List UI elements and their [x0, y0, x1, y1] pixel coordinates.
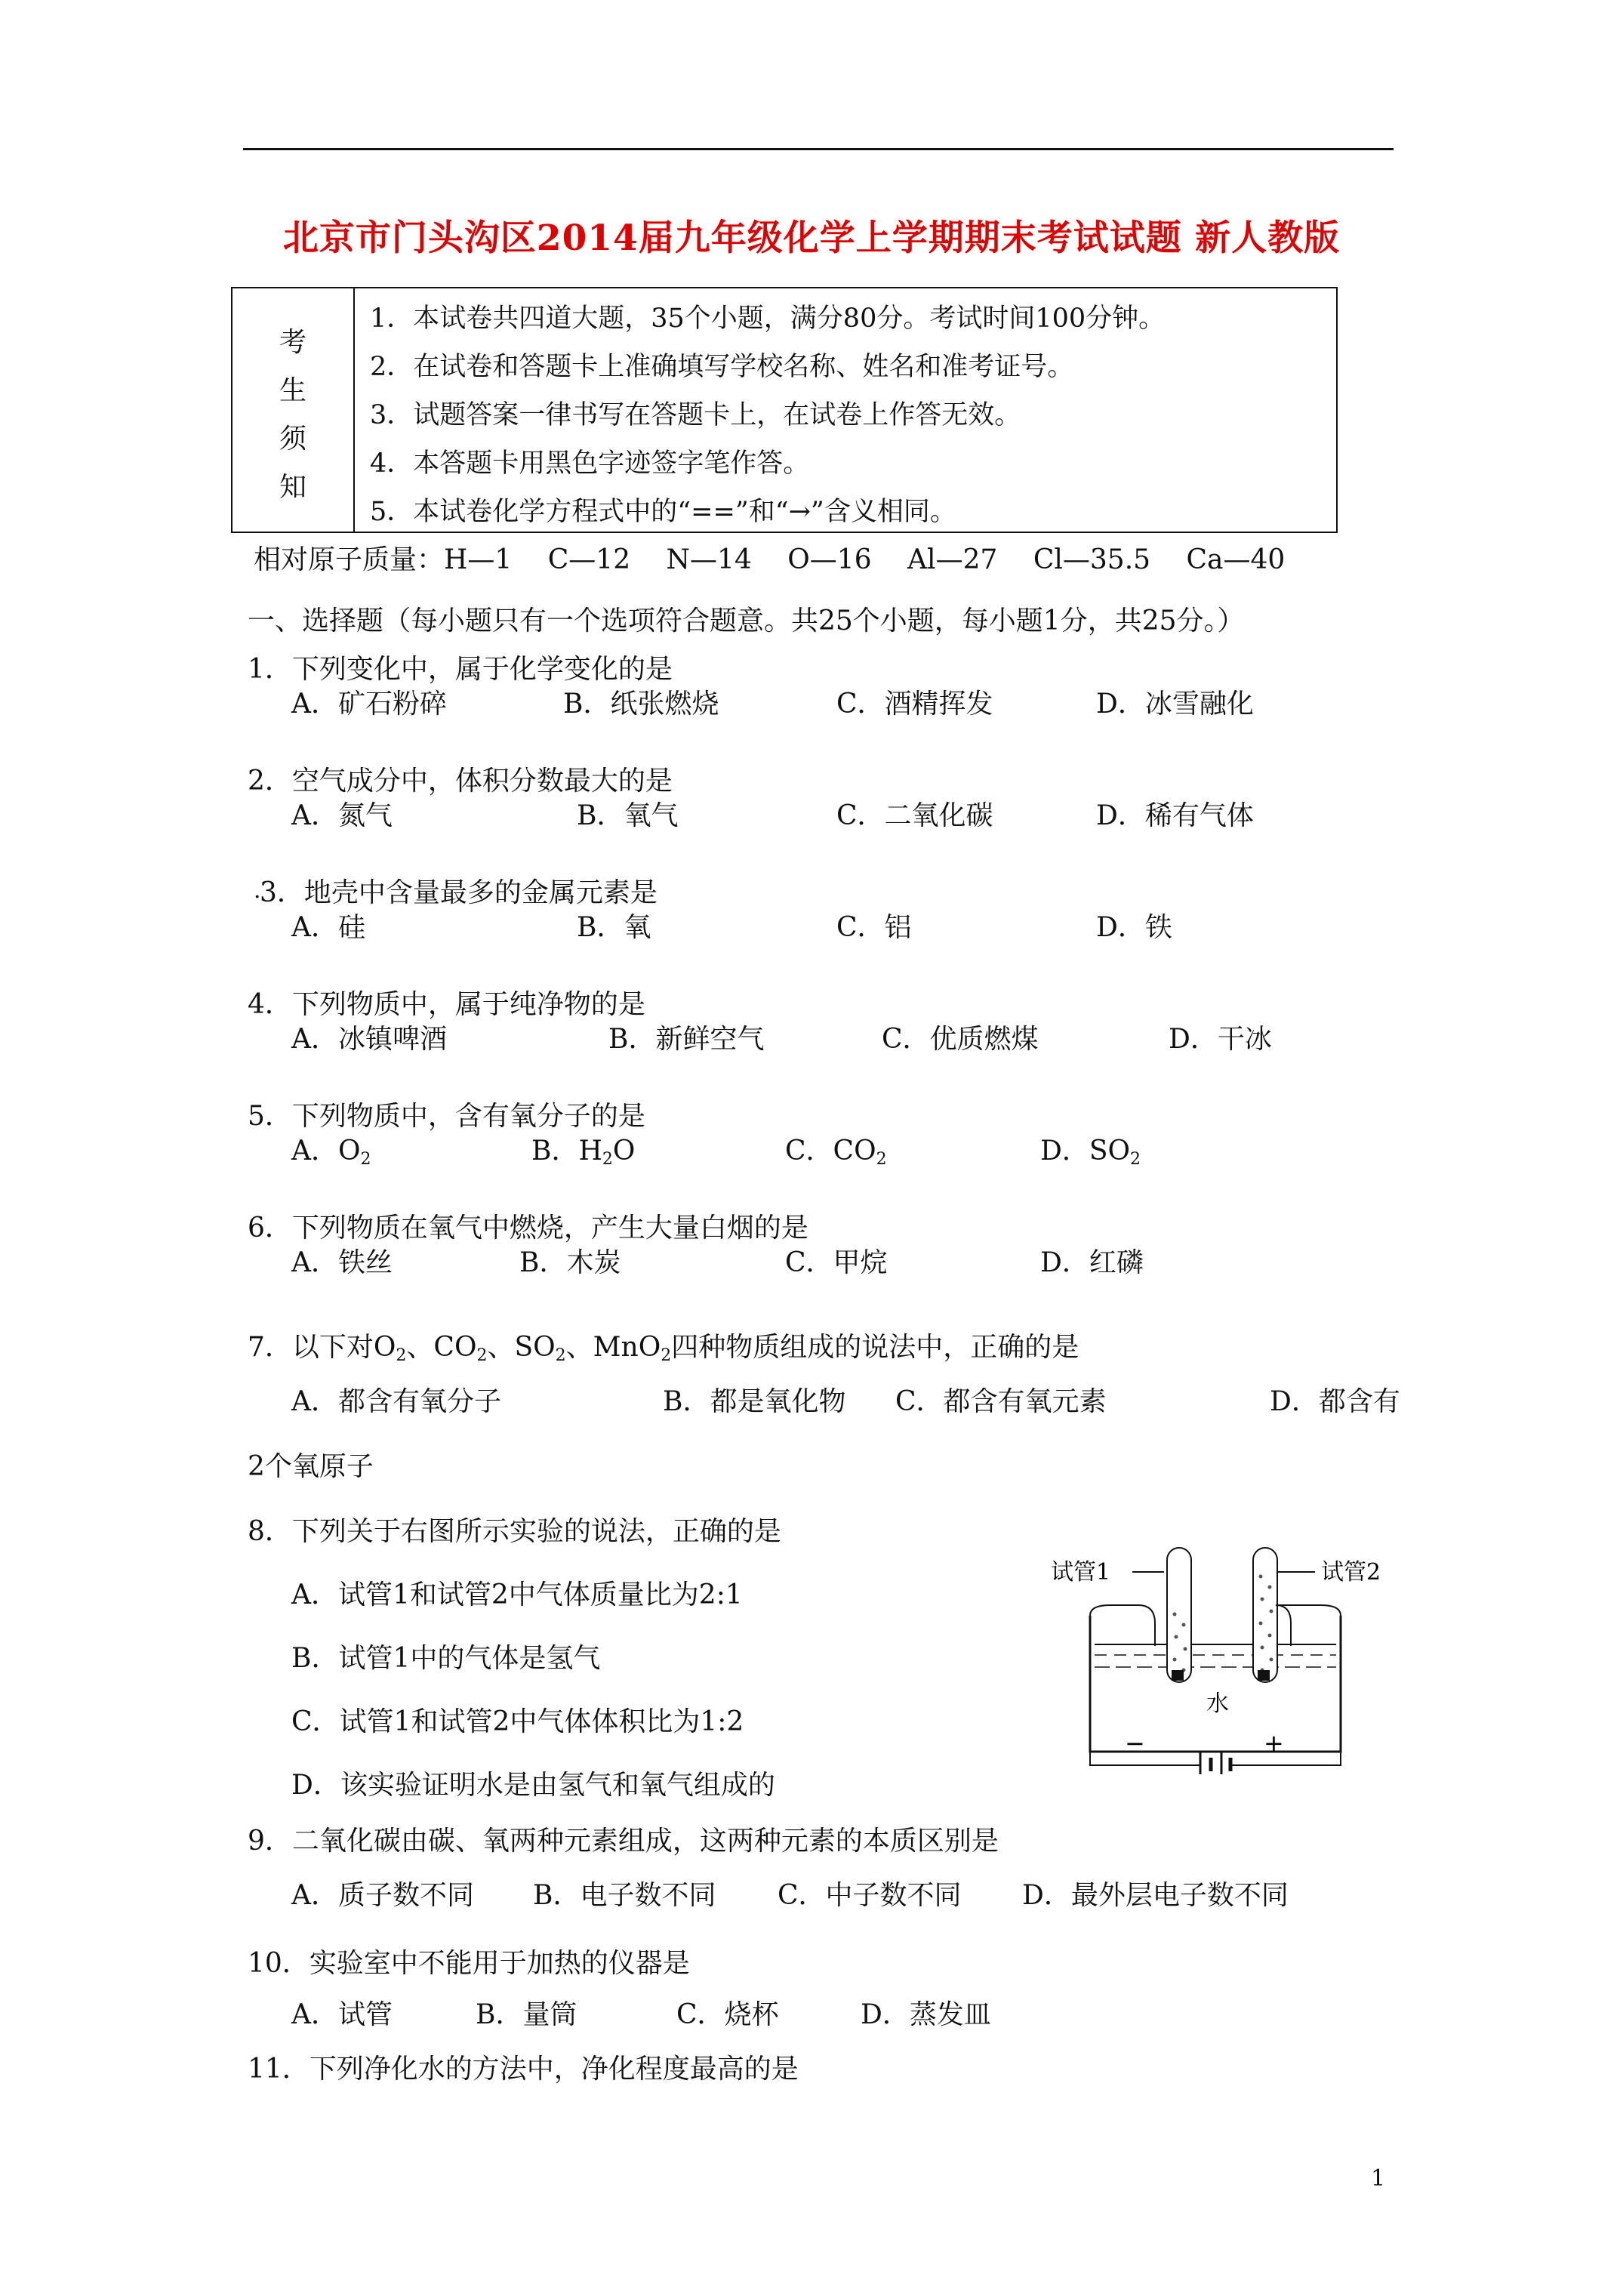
option: B．$H_2O$	[531, 1136, 636, 1169]
option: D．红磷	[1040, 1247, 1144, 1278]
notice-label-char: 生	[279, 375, 306, 406]
water-label: 水	[1206, 1690, 1229, 1717]
minus-sign: −	[1125, 1729, 1145, 1758]
option: A．铁丝	[291, 1247, 393, 1278]
option: C．甲烷	[785, 1247, 888, 1278]
question-stem: 2．空气成分中，体积分数最大的是	[248, 766, 673, 797]
option: B．试管1中的气体是氢气	[291, 1643, 601, 1674]
option: C．二氧化碳	[836, 800, 993, 831]
stray-mark: .	[254, 877, 261, 904]
plus-sign: +	[1264, 1729, 1284, 1758]
notice-item: 1．本试卷共四道大题，35个小题，满分80分。考试时间100分钟。	[370, 304, 1166, 334]
option: D．$SO_2$	[1040, 1136, 1141, 1169]
notice-item: 5．本试卷化学方程式中的“==”和“→”含义相同。	[370, 497, 956, 527]
option: C．铝	[836, 912, 912, 943]
option: D．蒸发皿	[861, 1999, 991, 2030]
question-stem: 11．下列净化水的方法中，净化程度最高的是	[248, 2054, 799, 2085]
tube1-label: 试管1	[1051, 1559, 1111, 1586]
page-title: 北京市门头沟区2014届九年级化学上学期期末考试试题 新人教版	[282, 217, 1341, 259]
option: C．酒精挥发	[836, 689, 993, 720]
option: A．都含有氧分子	[291, 1386, 501, 1417]
option: B．木炭	[519, 1247, 621, 1278]
option: D．冰雪融化	[1096, 689, 1254, 720]
option: D．最外层电子数不同	[1022, 1880, 1289, 1911]
option: A．硅	[291, 912, 365, 943]
option: D．稀有气体	[1096, 800, 1254, 831]
option: A．冰镇啤酒	[291, 1024, 447, 1055]
notice-item: 3．试题答案一律书写在答题卡上，在试卷上作答无效。	[370, 400, 1021, 430]
option: B．氧气	[577, 800, 679, 831]
notice-label-char: 须	[279, 424, 306, 455]
option: C．中子数不同	[778, 1880, 962, 1911]
question-stem: 10．实验室中不能用于加热的仪器是	[248, 1948, 690, 1979]
option: C．试管1和试管2中气体体积比为1:2	[291, 1706, 744, 1737]
top-rule	[243, 148, 1394, 150]
question-stem: 3．地壳中含量最多的金属元素是	[260, 877, 658, 908]
question-stem: 9．二氧化碳由碳、氧两种元素组成，这两种元素的本质区别是	[248, 1826, 999, 1857]
notice-items	[370, 294, 1165, 536]
option: A．试管	[291, 1999, 393, 2030]
option: C．$CO_2$	[785, 1136, 887, 1169]
question-stem: 6．下列物质在氧气中燃烧，产生大量白烟的是	[248, 1213, 808, 1244]
electrolysis-diagram	[1049, 1533, 1404, 1774]
notice-label-char: 考	[279, 327, 306, 358]
question-continuation: 2个氧原子	[248, 1451, 374, 1482]
option: C．优质燃煤	[882, 1024, 1039, 1055]
question-stem: 7．以下对$O_2$、$CO_2$、$SO_2$、MnO$_2$四种物质组成的说法中，正确的是	[248, 1332, 1079, 1365]
atomic-mass-line: 相对原子质量：H—1 C—12 N—14 O—16 Al—27 Cl—35.5 Ca—40	[254, 544, 1286, 575]
notice-item: 2．在试卷和答题卡上准确填写学校名称、姓名和准考证号。	[370, 352, 1074, 382]
option: B．都是氧化物	[663, 1386, 846, 1417]
question-stem: 8．下列关于右图所示实验的说法，正确的是	[248, 1516, 781, 1547]
notice-label-char: 知	[279, 472, 306, 503]
notice-box	[231, 287, 1338, 533]
question-stem: 5．下列物质中，含有氧分子的是	[248, 1101, 645, 1132]
page-number: 1	[1371, 2165, 1386, 2192]
option: D．干冰	[1169, 1024, 1272, 1055]
option: D．铁	[1096, 912, 1172, 943]
option: A．矿石粉碎	[291, 689, 447, 720]
option: A．$O_2$	[291, 1136, 371, 1169]
option: A．试管1和试管2中气体质量比为2:1	[291, 1579, 743, 1610]
question-stem: 1．下列变化中，属于化学变化的是	[248, 654, 673, 685]
option: B．氧	[577, 912, 651, 943]
option: B．量筒	[476, 1999, 577, 2030]
option: C．烧杯	[676, 1999, 779, 2030]
option: A．质子数不同	[291, 1880, 474, 1911]
notice-label	[233, 288, 355, 532]
option: A．氮气	[291, 800, 393, 831]
option: B．纸张燃烧	[563, 689, 719, 720]
option: D．该实验证明水是由氢气和氧气组成的	[291, 1770, 775, 1801]
notice-item: 4．本答题卡用黑色字迹签字笔作答。	[370, 448, 810, 479]
option: D．都含有	[1270, 1386, 1400, 1417]
section-heading: 一、选择题（每小题只有一个选项符合题意。共25个小题，每小题1分，共25分。）	[248, 606, 1245, 636]
option: C．都含有氧元素	[895, 1386, 1107, 1417]
tube2-label: 试管2	[1321, 1559, 1381, 1586]
option: B．新鲜空气	[608, 1024, 765, 1055]
option: B．电子数不同	[533, 1880, 716, 1911]
question-stem: 4．下列物质中，属于纯净物的是	[248, 989, 645, 1020]
